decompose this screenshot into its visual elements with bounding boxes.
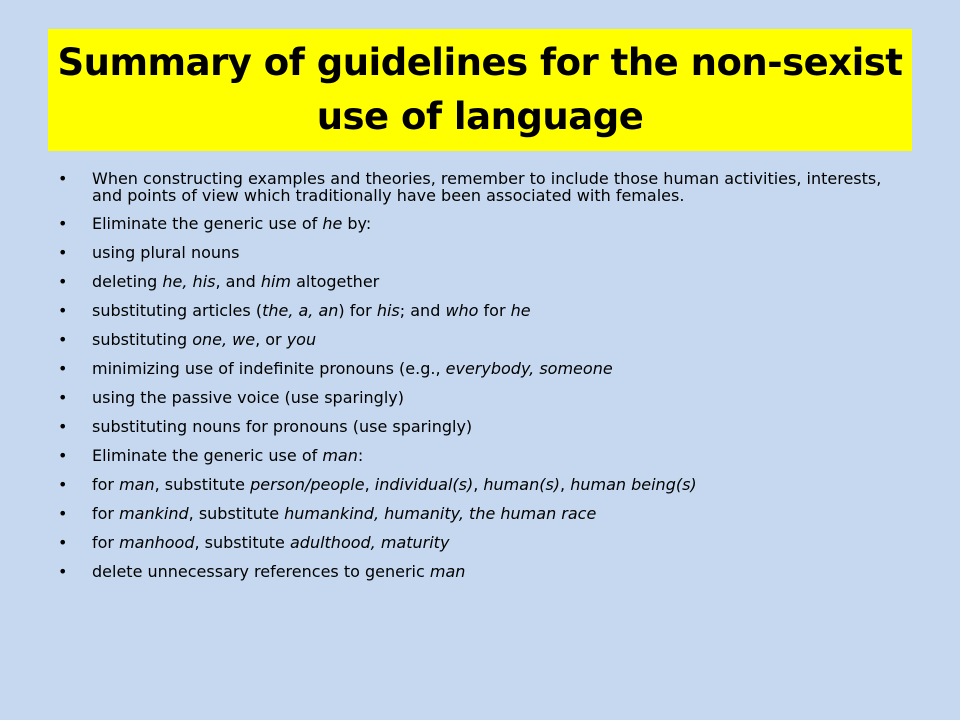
item-text: When constructing examples and theories, remember to include those human activities, interests, and points of view which traditionally have been associated with females. [92,169,882,205]
item-text: for [92,533,120,552]
item-text: using the passive voice (use sparingly) [92,388,404,407]
italic-term: he [510,301,531,320]
italic-term: him [260,272,291,291]
bullet-dot-icon: • [58,169,68,188]
guideline-item [58,360,888,377]
italic-term: man [119,475,155,494]
bullet-dot-icon: • [58,475,68,494]
bullet-dot-icon: • [58,214,68,233]
guideline-item [58,418,888,435]
italic-term: human being(s) [570,475,697,494]
bullet-dot-icon: • [58,243,68,262]
item-text: , [560,475,571,494]
bullet-dot-icon: • [58,446,68,465]
guideline-item [58,505,888,522]
item-text: , or [255,330,287,349]
italic-term: mankind [119,504,189,523]
item-text: for [92,475,120,494]
guideline-item [58,302,888,319]
item-text: , [473,475,484,494]
guideline-item [58,170,888,204]
guideline-item [58,273,888,290]
bullet-dot-icon: • [58,504,68,523]
item-text: by: [342,214,372,233]
item-text: , and [215,272,261,291]
bullet-dot-icon: • [58,388,68,407]
item-text: ) for [338,301,377,320]
title-highlight-box [48,29,912,151]
italic-term: adulthood, maturity [289,533,450,552]
item-text: , substitute [188,504,285,523]
item-text: Eliminate the generic use of [92,214,323,233]
item-text: ; and [399,301,446,320]
italic-term: the, a, an [262,301,339,320]
item-text: substituting articles ( [92,301,263,320]
item-text: using plural nouns [92,243,240,262]
italic-term: he [322,214,343,233]
italic-term: manhood [119,533,195,552]
bullet-dot-icon: • [58,359,68,378]
slide-title: Summary of guidelines for the non-sexist use of language [57,41,903,138]
item-text: substituting [92,330,193,349]
item-text: , substitute [154,475,251,494]
italic-term: person/people [250,475,365,494]
bullet-dot-icon: • [58,417,68,436]
italic-term: humankind, humanity, the human race [284,504,597,523]
guideline-item [58,215,888,232]
item-text: for [478,301,511,320]
item-text: substituting nouns for pronouns (use sparingly) [92,417,473,436]
italic-term: he, his [162,272,216,291]
item-text: minimizing use of indefinite pronouns (e.g., [92,359,446,378]
guideline-item [58,534,888,551]
italic-term: his [376,301,400,320]
italic-term: one, we [192,330,256,349]
guideline-item [58,476,888,493]
item-text: , substitute [194,533,290,552]
italic-term: everybody, someone [445,359,613,378]
guideline-item [58,563,888,580]
item-text: altogether [291,272,380,291]
italic-term: man [429,562,466,581]
italic-term: who [445,301,479,320]
italic-term: individual(s) [374,475,474,494]
item-text: for [92,504,120,523]
guideline-item [58,244,888,261]
guideline-list [58,170,888,592]
item-text: : [357,446,364,465]
guideline-item [58,389,888,406]
item-text: deleting [92,272,163,291]
guideline-item [58,331,888,348]
guideline-item [58,447,888,464]
bullet-dot-icon: • [58,533,68,552]
item-text: Eliminate the generic use of [92,446,323,465]
bullet-dot-icon: • [58,330,68,349]
bullet-dot-icon: • [58,562,68,581]
italic-term: you [286,330,317,349]
bullet-dot-icon: • [58,301,68,320]
item-text: delete unnecessary references to generic [92,562,430,581]
item-text: , [364,475,375,494]
bullet-dot-icon: • [58,272,68,291]
italic-term: man [322,446,358,465]
italic-term: human(s) [483,475,561,494]
